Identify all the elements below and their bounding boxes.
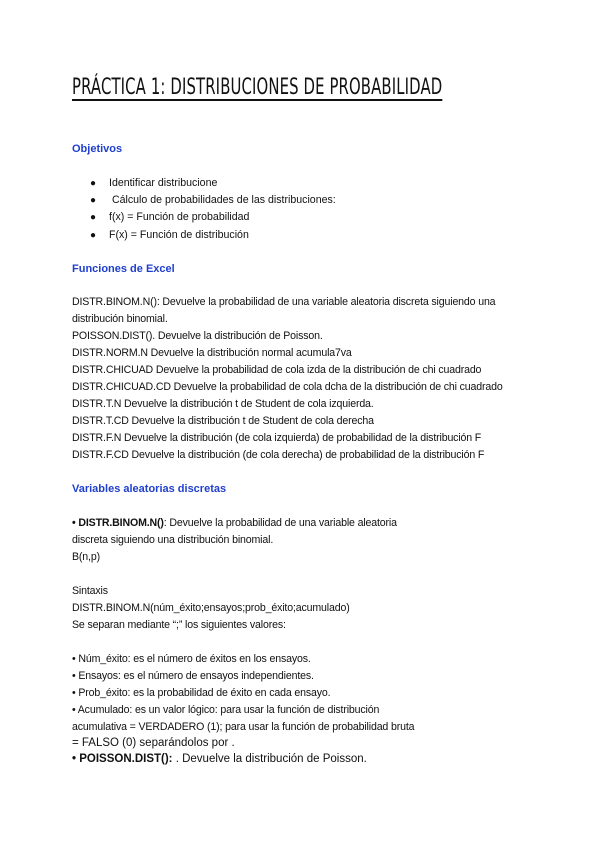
objetivos-item: ● Cálculo de probabilidades de las distribuciones: (90, 194, 336, 206)
binom-function-name: DISTR.BINOM.N() (78, 517, 164, 529)
separados-line: Se separan mediante “;” los siguientes valores: (72, 619, 286, 631)
poisson-line: • POISSON.DIST(): . Devuelve la distribución de Poisson. (72, 753, 367, 765)
objetivos-item: ● F(x) = Función de distribución (90, 229, 249, 241)
binom-notation: B(n,p) (72, 551, 100, 563)
objetivos-heading: Objetivos (72, 143, 123, 155)
funciones-line: DISTR.CHICUAD.CD Devuelve la probabilidad de cola dcha de la distribución de chi cuadrado (72, 381, 503, 393)
page-title: PRÁCTICA 1: DISTRIBUCIONES DE PROBABILIDAD (72, 74, 443, 100)
binom-desc-line: discreta siguiendo una distribución binomial. (72, 534, 274, 546)
funciones-line: DISTR.T.N Devuelve la distribución t de Student de cola izquierda. (72, 398, 374, 410)
objetivos-item: ● Identificar distribucione (90, 177, 218, 189)
funciones-line: DISTR.F.N Devuelve la distribución (de cola izquierda) de probabilidad de la distribución F (72, 432, 482, 444)
bullet-icon: ● (90, 230, 97, 241)
funciones-line: DISTR.CHICUAD Devuelve la probabilidad de cola izda de la distribución de chi cuadrado (72, 364, 482, 376)
funciones-line: distribución binomial. (72, 313, 168, 325)
param-line: • Acumulado: es un valor lógico: para usar la función de distribución (72, 704, 380, 716)
param-line: = FALSO (0) separándolos por . (72, 737, 235, 749)
funciones-line: POISSON.DIST(). Devuelve la distribución de Poisson. (72, 330, 323, 342)
bullet-icon: ● (90, 178, 97, 189)
funciones-heading: Funciones de Excel (72, 263, 175, 275)
variables-heading: Variables aleatorias discretas (72, 483, 227, 495)
funciones-line: DISTR.BINOM.N(): Devuelve la probabilidad de una variable aleatoria discreta siguiendo una (72, 296, 496, 308)
param-line: • Núm_éxito: es el número de éxitos en los ensayos. (72, 653, 311, 665)
param-line: • Ensayos: es el número de ensayos independientes. (72, 670, 314, 682)
bullet-icon: ● (90, 212, 97, 223)
param-line: • Prob_éxito: es la probabilidad de éxito en cada ensayo. (72, 687, 331, 699)
param-line: acumulativa = VERDADERO (1); para usar la función de probabilidad bruta (72, 721, 415, 733)
binom-line: • DISTR.BINOM.N(): Devuelve la probabilidad de una variable aleatoria (72, 517, 397, 529)
sintaxis-line: DISTR.BINOM.N(núm_éxito;ensayos;prob_éxito;acumulado) (72, 602, 350, 614)
funciones-line: DISTR.NORM.N Devuelve la distribución normal acumula7va (72, 347, 352, 359)
sintaxis-label: Sintaxis (72, 585, 108, 597)
objetivos-item: ● f(x) = Función de probabilidad (90, 211, 250, 223)
funciones-line: DISTR.F.CD Devuelve la distribución (de cola derecha) de probabilidad de la distribución F (72, 449, 485, 461)
poisson-function-name: POISSON.DIST(): (79, 753, 173, 765)
bullet-icon: ● (90, 195, 97, 206)
funciones-line: DISTR.T.CD Devuelve la distribución t de Student de cola derecha (72, 415, 374, 427)
